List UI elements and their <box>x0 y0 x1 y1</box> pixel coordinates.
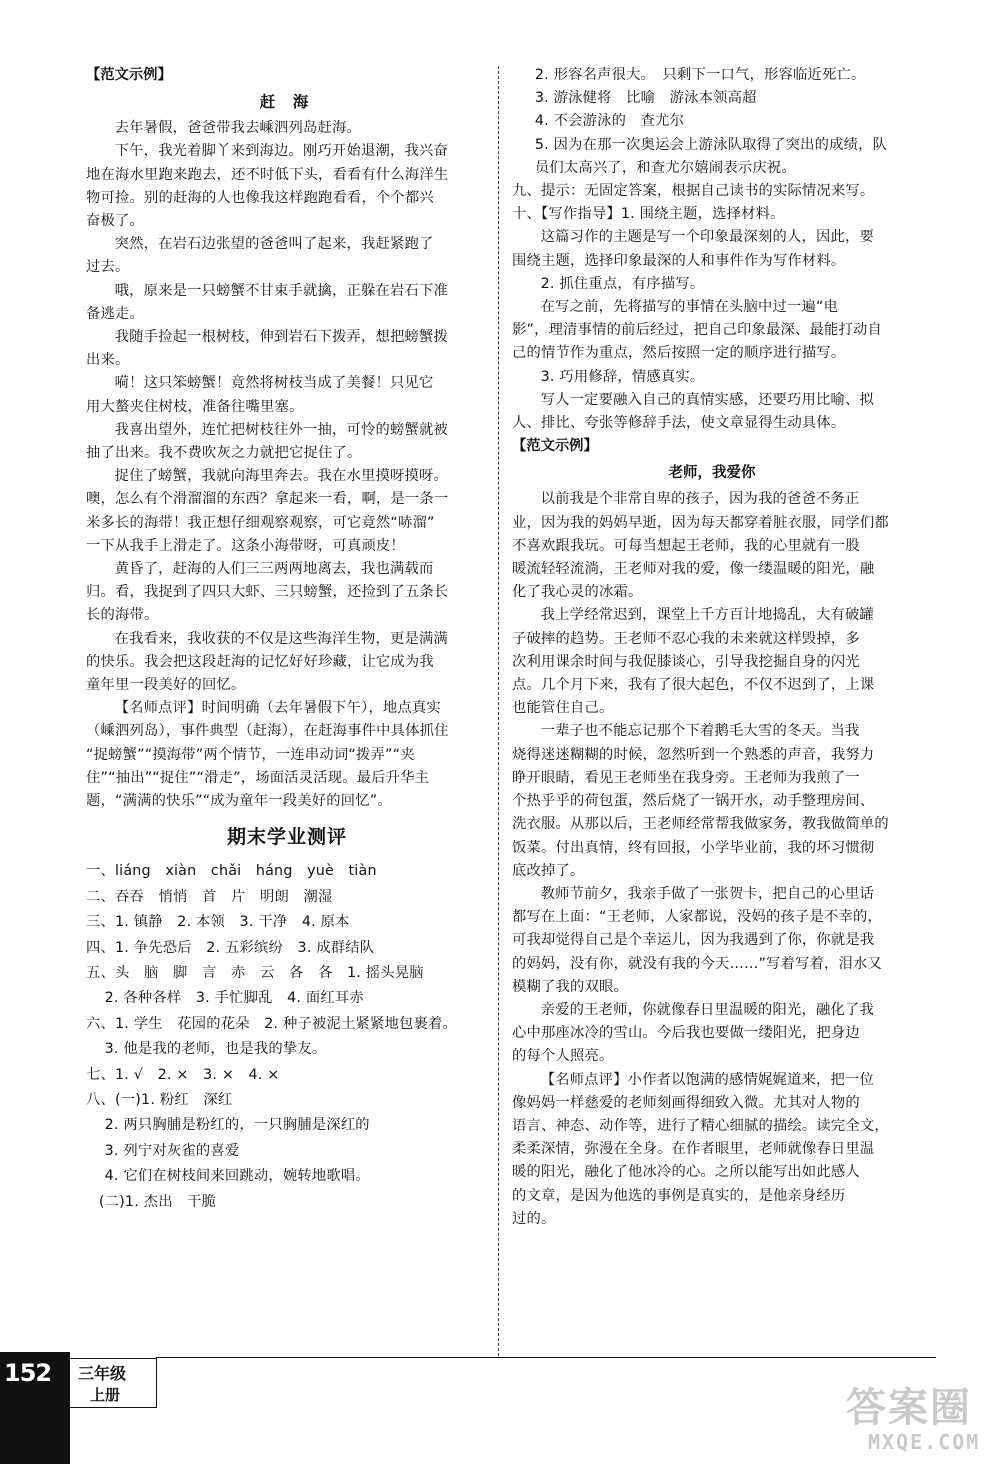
text-line: 以前我是个非常自卑的孩子，因为我的爸爸不务正 <box>540 491 860 508</box>
text-line: 2. 两只胸脯是粉红的，一只胸脯是深红的 <box>104 1117 370 1134</box>
essay-title: 赶 海 <box>259 93 315 112</box>
text-line: 柔柔深情，弥漫在全身。在作者眼里，老师就像春日里温 <box>512 1141 875 1158</box>
text-line: 在我看来，我收获的不仅是这些海洋生物，更是满满 <box>114 630 449 647</box>
text-line: 用大螯夹住树枝，准备往嘴里塞。 <box>86 398 304 415</box>
text-line: 在写之前，先将描写的事情在头脑中过一遍“电 <box>540 299 839 316</box>
text-line: 人、排比、夸张等修辞手法，使文章显得生动具体。 <box>512 415 846 432</box>
column-divider <box>498 66 499 1356</box>
text-line: 底改掉了。 <box>512 862 585 879</box>
essay-body <box>86 117 488 813</box>
text-line: 长的海带。 <box>86 607 159 624</box>
text-line: 突然，在岩石边张望的爸爸叫了起来，我赶紧跑了 <box>114 236 434 253</box>
text-line: 这篇习作的主题是写一个印象最深刻的人，因此，要 <box>540 229 875 246</box>
text-line: 个热乎乎的荷包蛋，然后烧了一锅开水，动手整理房间、 <box>512 793 875 810</box>
answer-list-continued <box>512 64 912 435</box>
section-title: 期末学业测评 <box>226 826 347 849</box>
text-line: 3. 游泳健将 比喻 游泳本领高超 <box>534 90 757 107</box>
text-line: 的每个人照亮。 <box>512 1048 614 1065</box>
answer-list <box>86 859 488 1215</box>
watermark-url: MXQE.COM <box>868 1430 981 1454</box>
text-line: 噢，怎么有个滑溜溜的东西？拿起来一看，啊，是一条一 <box>86 491 449 508</box>
text-line: (二)1. 杰出 干脆 <box>98 1193 217 1210</box>
text-line: 化了我心灵的冰霜。 <box>512 584 643 601</box>
text-line: 可我却觉得自己是个幸运儿，因为我遇到了你，你就是我 <box>512 932 875 949</box>
grade-label: 三年级 <box>78 1364 127 1383</box>
text-line: 子破摔的趋势。王老师不忍心我的未来就这样毁掉，多 <box>512 630 860 647</box>
text-line: 四、1. 争先恐后 2. 五彩缤纷 3. 成群结队 <box>86 939 375 956</box>
text-line: 写人一定要融入自己的真情实感，还要巧用比喻、拟 <box>540 391 875 408</box>
text-line: 业，因为我的妈妈早逝，因为每天都穿着脏衣服，同学们都 <box>512 514 889 531</box>
text-line: 像妈妈一样慈爱的老师刻画得细致入微。尤其对人物的 <box>512 1094 860 1111</box>
text-line: 己的情节作为重点，然后按照一定的顺序进行描写。 <box>512 345 846 362</box>
essay-title: 老师，我爱你 <box>668 465 756 482</box>
text-line: 地在海水里跑来跑去，还不时低下头，看看有什么海洋生 <box>86 166 449 183</box>
text-line: 亲爱的王老师，你就像春日里温暖的阳光，融化了我 <box>540 1001 875 1018</box>
text-line: 不喜欢跟我玩。可每当想起王老师，我的心里就有一股 <box>512 537 860 554</box>
right-column <box>512 64 912 1231</box>
text-line: 教师节前夕，我亲手做了一张贺卡，把自己的心里话 <box>540 885 875 902</box>
text-line: 出来。 <box>86 352 130 369</box>
text-line: 围绕主题，选择印象最深的人和事件作为写作材料。 <box>512 252 846 269</box>
text-line: 3. 巧用修辞，情感真实。 <box>540 368 705 385</box>
text-line: 捉住了螃蟹，我就向海里奔去。我在水里摸呀摸呀。 <box>114 468 449 485</box>
text-line: 奋极了。 <box>86 213 144 230</box>
text-line: 4. 它们在树枝间来回跳动，婉转地歌唱。 <box>104 1168 370 1185</box>
text-line: 去年暑假，爸爸带我去嵊泗列岛赶海。 <box>114 120 362 137</box>
text-line: 六、1. 学生 花园的花朵 2. 种子被泥土紧紧地包裹着。 <box>86 1015 457 1032</box>
text-line: 九、提示：无固定答案，根据自己读书的实际情况来写。 <box>512 183 875 200</box>
text-line: 黄昏了，赶海的人们三三两两地离去，我也满载而 <box>114 561 434 578</box>
text-line: 归。看，我捉到了四只大虾、三只螃蟹，还捡到了五条长 <box>86 584 449 601</box>
text-line: 住”“抽出”“捉住”“滑走”，场面活灵活现。最后升华主 <box>86 769 430 786</box>
text-line: （嵊泗列岛），事件典型（赶海），在赶海事件中具体抓住 <box>86 723 449 740</box>
text-line: 嗬！这只笨螃蟹！竟然将树枝当成了美餐！只见它 <box>114 375 434 392</box>
text-line: 的妈妈，没有你，就没有我的今天……”写着写着，泪水又 <box>512 955 883 972</box>
text-line: 题，“满满的快乐”“成为童年一段美好的回忆”。 <box>86 793 392 810</box>
text-line: 饭菜。付出真情，终有回报，小学毕业前，我的坏习惯彻 <box>512 839 875 856</box>
text-line: 【名师点评】小作者以饱满的感情娓娓道来，把一位 <box>540 1071 875 1088</box>
term-label: 上册 <box>90 1386 121 1404</box>
text-line: 五、头 脑 脚 言 赤 云 各 各 1. 摇头晃脑 <box>86 964 424 981</box>
text-line: 暖流轻轻流淌，王老师对我的爱，像一缕温暖的阳光，融 <box>512 561 875 578</box>
sample-essay-tag: 【范文示例】 <box>512 438 598 455</box>
text-line: 3. 列宁对灰雀的喜爱 <box>104 1142 240 1159</box>
text-line: 我随手捡起一根树枝，伸到岩石下拨弄，想把螃蟹拨 <box>114 329 449 346</box>
text-line: 2. 抓住重点，有序描写。 <box>540 275 705 292</box>
text-line: 模糊了我的双眼。 <box>512 978 628 995</box>
text-line: 影”，理清事情的前后经过，把自己印象最深、最能打动自 <box>512 322 883 339</box>
text-line: 物可捡。别的赶海的人也像我这样跑跑看看，个个都兴 <box>86 189 434 206</box>
text-line: 都写在上面：“王老师，人家都说，没妈的孩子是不幸的， <box>512 909 883 926</box>
left-column <box>86 64 488 1215</box>
text-line: 过的。 <box>512 1210 556 1227</box>
text-line: 下午，我光着脚丫来到海边。刚巧开始退潮，我兴奋 <box>114 143 449 160</box>
text-line: 二、吞吞 悄悄 首 片 明朗 潮湿 <box>86 888 333 905</box>
text-line: 八、(一)1. 粉红 深红 <box>86 1091 233 1108</box>
text-line: 的文章，是因为他选的事例是真实的，是他亲身经历 <box>512 1187 846 1204</box>
text-line: 点。几个月下来，我有了很大起色，不仅不迟到了，上课 <box>512 677 875 694</box>
text-line: 心中那座冰冷的雪山。今后我也要做一缕阳光，把身边 <box>512 1025 860 1042</box>
text-line: 童年里一段美好的回忆。 <box>86 677 246 694</box>
text-line: 我上学经常迟到，课堂上千方百计地捣乱，大有破罐 <box>540 607 875 624</box>
text-line: 4. 不会游泳的 查尤尔 <box>534 113 685 130</box>
text-line: 员们太高兴了，和查尤尔嬉闹表示庆祝。 <box>534 159 796 176</box>
text-line: 【名师点评】时间明确（去年暑假下午），地点真实 <box>114 700 441 717</box>
text-line: 抽了出来。我不费吹灰之力就把它捉住了。 <box>86 445 362 462</box>
text-line: 七、1. √ 2. × 3. × 4. × <box>86 1066 280 1083</box>
text-line: 一、liáng xiàn chǎi háng yuè tiàn <box>86 863 377 880</box>
text-line: 烧得迷迷糊糊的时候，忽然听到一个熟悉的声音，我努力 <box>512 746 875 763</box>
text-line: 暖的阳光，融化了他冰冷的心。之所以能写出如此感人 <box>512 1164 860 1181</box>
text-line: 过去。 <box>86 259 130 276</box>
page-number: 152 <box>4 1359 52 1387</box>
text-line: 哦，原来是一只螃蟹不甘束手就擒，正躲在岩石下准 <box>114 282 449 299</box>
text-line: 也能管住自己。 <box>512 700 614 717</box>
text-line: 洗衣服。从那以后，王老师经常帮我做家务，教我做简单的 <box>512 816 889 833</box>
text-line: 备逃走。 <box>86 305 144 322</box>
text-line: 一辈子也不能忘记那个下着鹅毛大雪的冬天。当我 <box>540 723 860 740</box>
text-line: 三、1. 镇静 2. 本领 3. 干净 4. 原本 <box>86 914 350 931</box>
text-line: 2. 形容名声很大。 只剩下一口气，形容临近死亡。 <box>534 67 866 83</box>
text-line: 睁开眼睛，看见王老师坐在我身旁。王老师为我煎了一 <box>512 769 860 786</box>
text-line: 米多长的海带！我正想仔细观察观察，可它竟然“哧溜” <box>86 514 435 531</box>
footer-rule <box>156 1357 936 1358</box>
text-line: “捉螃蟹”“摸海带”两个情节，一连串动词“拨弄”“夹 <box>86 746 415 763</box>
text-line: 我喜出望外，连忙把树枝往外一抽，可怜的螃蟹就被 <box>114 421 449 438</box>
sample-essay-tag: 【范文示例】 <box>86 67 172 83</box>
text-line: 一下从我手上滑走了。这条小海带呀，可真顽皮！ <box>86 537 405 554</box>
text-line: 十、【写作指导】1. 围绕主题，选择材料。 <box>512 206 785 223</box>
text-line: 2. 各种各样 3. 手忙脚乱 4. 面红耳赤 <box>104 990 364 1007</box>
text-line: 的快乐。我会把这段赶海的记忆好好珍藏，让它成为我 <box>86 653 434 670</box>
essay-body <box>512 488 912 1231</box>
text-line: 3. 他是我的老师，也是我的挚友。 <box>104 1041 327 1058</box>
text-line: 次利用课余时间与我促膝谈心，引导我挖掘自身的闪光 <box>512 653 860 670</box>
text-line: 5. 因为在那一次奥运会上游泳队取得了突出的成绩，队 <box>534 136 888 153</box>
text-line: 语言、神态、动作等，进行了精心细腻的描绘。读完全文， <box>512 1117 889 1134</box>
watermark-logo: 答案圈 <box>846 1385 972 1431</box>
